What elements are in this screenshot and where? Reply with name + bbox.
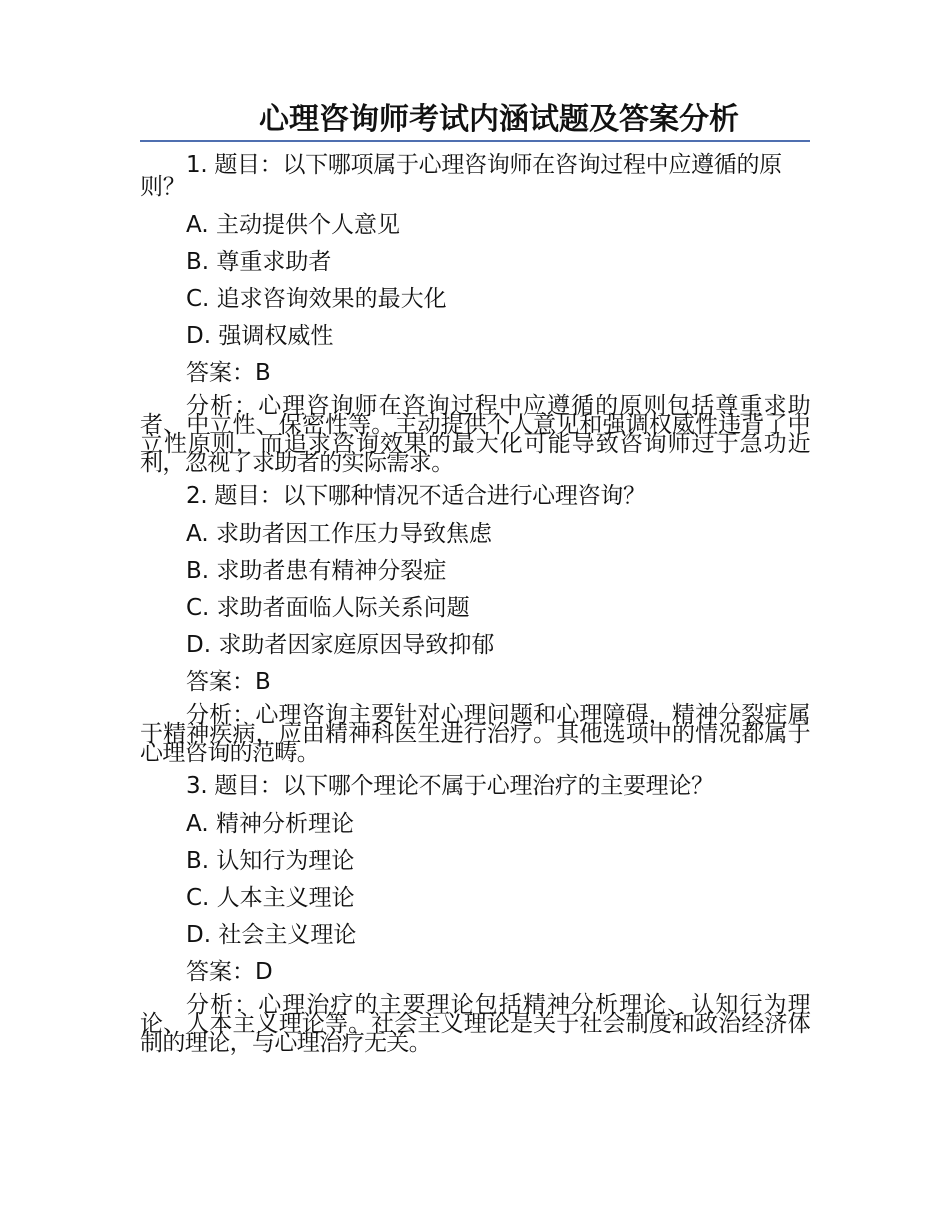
question-text: 2. 题目：以下哪种情况不适合进行心理咨询？ [186, 483, 646, 509]
answer-text: 答案：B [186, 669, 271, 695]
document-page [140, 100, 810, 1065]
analysis-text: 分析：心理咨询主要针对心理问题和心理障碍，精神分裂症属于精神疾病，应由精神科医生进行治疗。其他选项中的情况都属于心理咨询的范畴。 [140, 702, 810, 766]
option-c: C. 求助者面临人际关系问题 [186, 595, 470, 621]
question-block-1 [140, 152, 810, 476]
analysis-text: 分析：心理治疗的主要理论包括精神分析理论、认知行为理论、人本主义理论等。社会主义理论是关于社会制度和政治经济体制的理论，与心理治疗无关。 [140, 992, 810, 1056]
option-a: A. 精神分析理论 [186, 811, 354, 837]
option-d: D. 社会主义理论 [186, 922, 357, 948]
option-d: D. 求助者因家庭原因导致抑郁 [186, 632, 495, 658]
question-text: 1. 题目：以下哪项属于心理咨询师在咨询过程中应遵循的原则？ [140, 152, 782, 200]
option-b: B. 认知行为理论 [186, 848, 355, 874]
option-b: B. 尊重求助者 [186, 249, 332, 275]
analysis-text: 分析：心理咨询师在咨询过程中应遵循的原则包括尊重求助者、中立性、保密性等。主动提供个人意见和强调权威性违背了中立性原则，而追求咨询效果的最大化可能导致咨询师过于急功近利，忽视了求助者的实际需求。 [140, 393, 810, 476]
option-b: B. 求助者患有精神分裂症 [186, 558, 447, 584]
option-d: D. 强调权威性 [186, 323, 334, 349]
title-underline [140, 140, 810, 142]
option-a: A. 主动提供个人意见 [186, 212, 400, 238]
answer-text: 答案：B [186, 360, 271, 386]
answer-text: 答案：D [186, 959, 273, 985]
question-block-3 [140, 773, 810, 1056]
question-block-2 [140, 483, 810, 766]
option-c: C. 追求咨询效果的最大化 [186, 286, 447, 312]
question-text: 3. 题目：以下哪个理论不属于心理治疗的主要理论？ [186, 773, 714, 799]
document-title: 心理咨询师考试内涵试题及答案分析 [259, 102, 739, 137]
option-a: A. 求助者因工作压力导致焦虑 [186, 521, 492, 547]
option-c: C. 人本主义理论 [186, 885, 355, 911]
